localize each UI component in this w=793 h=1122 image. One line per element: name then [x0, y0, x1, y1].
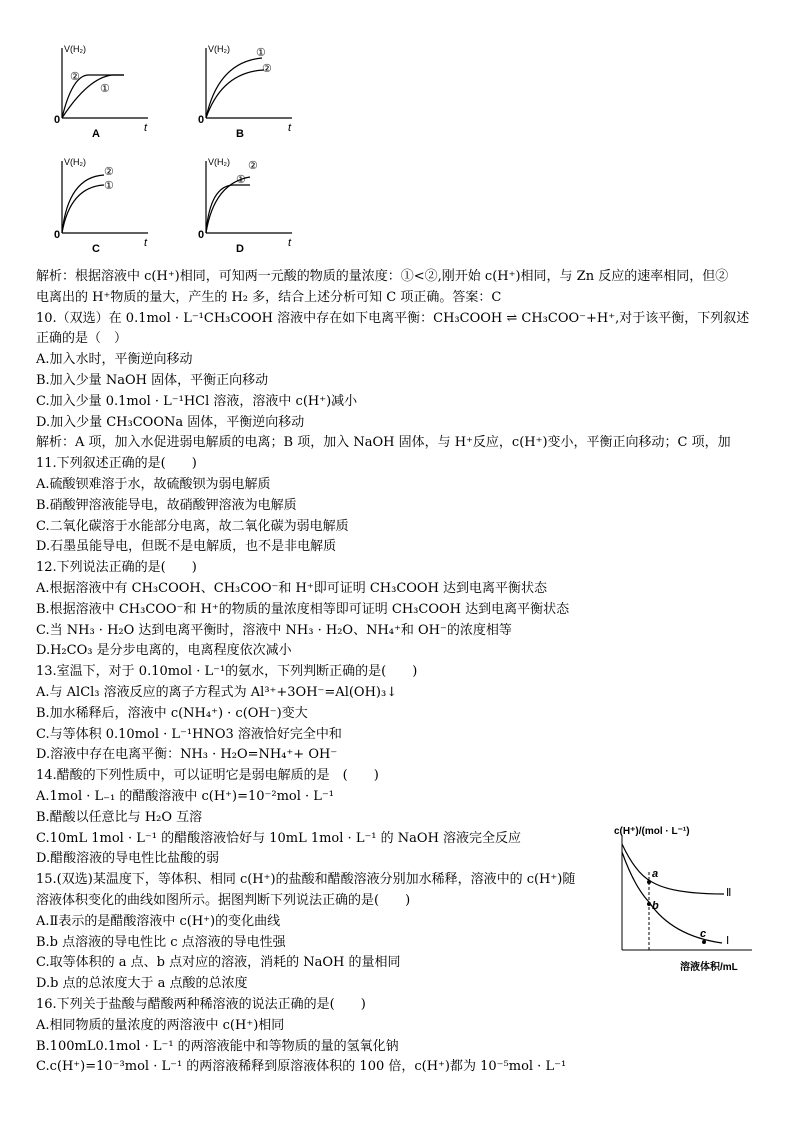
text-line: B.100mL0.1mol · L⁻¹ 的两溶液能中和等物质的量的氢氧化钠 — [36, 1039, 399, 1054]
ylabel: V(H₂) — [64, 44, 86, 54]
xlabel: t — [288, 237, 292, 249]
text-line: 溶液体积变化的曲线如图所示。据图判断下列说法正确的是( ) — [36, 893, 411, 908]
text-line: C.当 NH₃ · H₂O 达到电离平衡时，溶液中 NH₃ · H₂O、NH₄⁺和 OH⁻的浓度相等 — [36, 623, 512, 638]
xlabel: t — [144, 122, 148, 134]
curve-2-label: ② — [248, 160, 258, 172]
text-line: 12.下列说法正确的是( ) — [36, 560, 197, 575]
text-line: A.Ⅱ表示的是醋酸溶液中 c(H⁺)的变化曲线 — [36, 914, 281, 929]
text-line: C.加入少量 0.1mol · L⁻¹HCl 溶液，溶液中 c(H⁺)减小 — [36, 394, 358, 409]
curve-i-label: Ⅰ — [726, 935, 730, 947]
curve-2-label: ② — [262, 63, 272, 75]
point-b-label: b — [652, 900, 659, 912]
text-line: C.与等体积 0.10mol · L⁻¹HNO3 溶液恰好完全中和 — [36, 727, 342, 742]
curve-2-label: ② — [70, 71, 80, 83]
text-line: 13.室温下，对于 0.10mol · L⁻¹的氨水，下列判断正确的是( ) — [36, 664, 418, 679]
graph-label: C — [92, 243, 100, 255]
text-line: A.与 AlCl₃ 溶液反应的离子方程式为 Al³⁺+3OH⁻=Al(OH)₃↓ — [36, 685, 398, 700]
text-line: C.c(H⁺)=10⁻³mol · L⁻¹ 的两溶液稀释到原溶液体积的 100 倍，c(H⁺)都为 10⁻⁵mol · L⁻¹ — [36, 1059, 567, 1074]
text-line: A.1mol · L₋₁ 的醋酸溶液中 c(H⁺)=10⁻²mol · L⁻¹ — [36, 789, 335, 804]
text-line: 16.下列关于盐酸与醋酸两种稀溶液的说法正确的是( ) — [36, 997, 366, 1012]
text-line: D.b 点的总浓度大于 a 点酸的总浓度 — [36, 976, 248, 991]
ylabel: V(H₂) — [64, 157, 86, 167]
ylabel: c(H⁺)/(mol · L⁻¹) — [614, 826, 690, 837]
text-line: 14.醋酸的下列性质中，可以证明它是弱电解质的是 ( ) — [36, 768, 379, 783]
origin: 0 — [54, 229, 61, 241]
text-line: A.相同物质的量浓度的两溶液中 c(H⁺)相同 — [36, 1018, 285, 1033]
point-c-label: c — [700, 928, 707, 940]
ylabel: V(H₂) — [208, 44, 230, 54]
text-line: D.加入少量 CH₃COONa 固体，平衡逆向移动 — [36, 415, 305, 430]
text-line: C.取等体积的 a 点、b 点对应的溶液，消耗的 NaOH 的量相同 — [36, 955, 401, 970]
curve-1-label: ① — [104, 180, 114, 192]
text-line: A.加入水时，平衡逆向移动 — [36, 352, 193, 367]
text-line: B.加水稀释后，溶液中 c(NH₄⁺) · c(OH⁻)变大 — [36, 706, 308, 721]
text-line: D.H₂CO₃ 是分步电离的，电离程度依次减小 — [36, 643, 292, 658]
graph-d — [192, 155, 302, 255]
graph-a — [48, 42, 158, 142]
text-line: C.10mL 1mol · L⁻¹ 的醋酸溶液恰好与 10mL 1mol · L⁻¹ 的 NaOH 溶液完全反应 — [36, 831, 522, 846]
graph-label: D — [236, 243, 244, 255]
graph-b — [192, 42, 302, 142]
text-line: D.溶液中存在电离平衡：NH₃ · H₂O=NH₄⁺+ OH⁻ — [36, 747, 338, 762]
text-line: D.石墨虽能导电，但既不是电解质，也不是非电解质 — [36, 539, 337, 554]
xlabel: t — [288, 122, 292, 134]
text-line: 电离出的 H⁺物质的量大，产生的 H₂ 多，结合上述分析可知 C 项正确。答案：C — [36, 290, 502, 305]
point-a-label: a — [652, 868, 659, 880]
curve-1-label: ① — [236, 174, 246, 186]
text-line: 11.下列叙述正确的是( ) — [36, 456, 197, 471]
graph-label: A — [92, 128, 100, 140]
origin: 0 — [54, 114, 61, 126]
text-line: B.加入少量 NaOH 固体，平衡正向移动 — [36, 373, 269, 388]
text-line: 正确的是（ ） — [36, 331, 128, 346]
text-line: 解析：根据溶液中 c(H⁺)相同，可知两一元酸的物质的量浓度：①<②,刚开始 c(H⁺)相同，与 Zn 反应的速率相同，但② — [36, 269, 729, 284]
origin: 0 — [198, 229, 205, 241]
text-line: A.根据溶液中有 CH₃COOH、CH₃COO⁻和 H⁺即可证明 CH₃COOH 达到电离平衡状态 — [36, 581, 548, 596]
dilution-graph — [612, 826, 762, 976]
graph-c — [48, 155, 158, 255]
text-line: D.醋酸溶液的导电性比盐酸的弱 — [36, 851, 220, 866]
origin: 0 — [198, 114, 205, 126]
text-line: B.根据溶液中 CH₃COO⁻和 H⁺的物质的量浓度相等即可证明 CH₃COOH 达到电离平衡状态 — [36, 602, 570, 617]
text-line: B.醋酸以任意比与 H₂O 互溶 — [36, 810, 203, 825]
text-line: B.硝酸钾溶液能导电，故硝酸钾溶液为电解质 — [36, 498, 297, 513]
text-line: B.b 点溶液的导电性比 c 点溶液的导电性强 — [36, 935, 286, 950]
ylabel: V(H₂) — [208, 157, 230, 167]
graph-label: B — [236, 128, 244, 140]
text-line: 解析：A 项，加入水促进弱电解质的电离；B 项，加入 NaOH 固体，与 H⁺反应，c(H⁺)变小，平衡正向移动；C 项，加 — [36, 435, 731, 450]
curve-1-label: ① — [100, 83, 110, 95]
curve-1-label: ① — [256, 47, 266, 59]
text-line: C.二氧化碳溶于水能部分电离，故二氧化碳为弱电解质 — [36, 519, 349, 534]
xlabel: 溶液体积/mL — [680, 962, 738, 973]
curve-2-label: ② — [104, 166, 114, 178]
xlabel: t — [144, 237, 148, 249]
text-line: 15.(双选)某温度下，等体积、相同 c(H⁺)的盐酸和醋酸溶液分别加水稀释，溶液中的 c(H⁺)随 — [36, 872, 576, 887]
curve-ii-label: Ⅱ — [726, 887, 732, 899]
text-line: A.硫酸钡难溶于水，故硫酸钡为弱电解质 — [36, 477, 271, 492]
text-line: 10.（双选）在 0.1mol · L⁻¹CH₃COOH 溶液中存在如下电离平衡：CH₃COOH ⇌ CH₃COO⁻+H⁺,对于该平衡，下列叙述 — [36, 311, 750, 326]
